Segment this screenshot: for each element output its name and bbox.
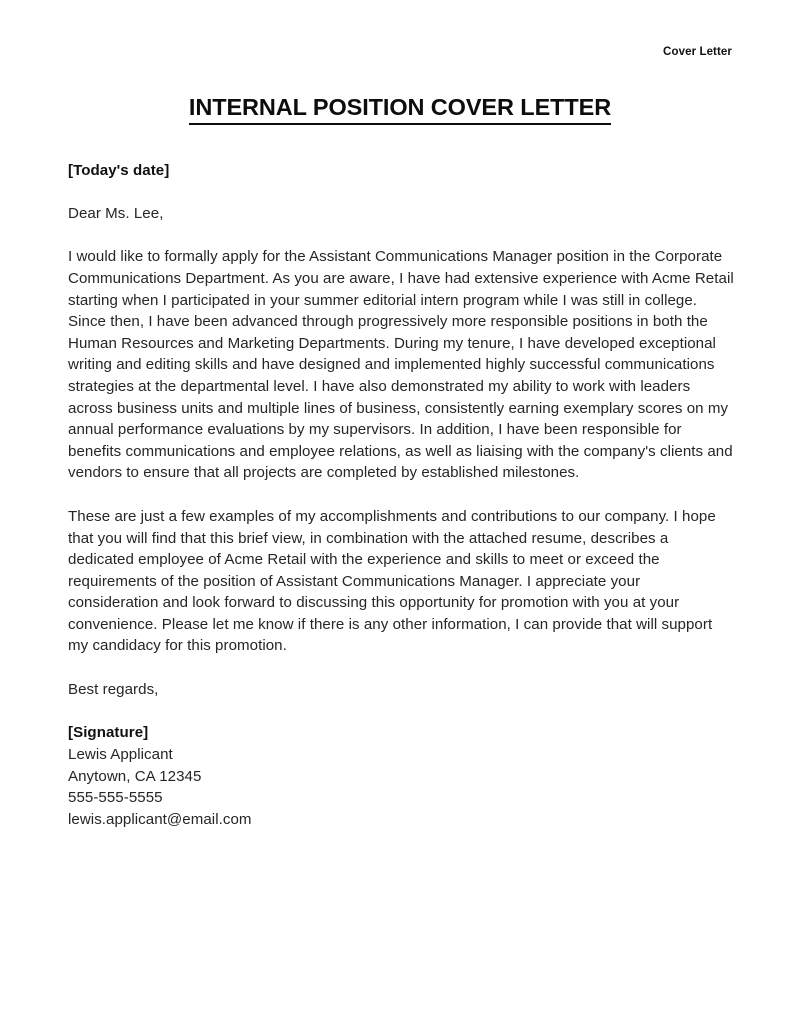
signature-block: [68, 722, 734, 831]
sender-phone: 555-555-5555: [68, 789, 163, 807]
sender-email: lewis.applicant@email.com: [68, 811, 252, 829]
body-paragraph-2: These are just a few examples of my accomplishments and contributions to our company. I hope that you will find that this brief view, in combination with the attached resume, describes a dedicated employee of Acme Retail with the experience and skills to meet or exceed the requirements of the position of Assistant Communications Manager. I appreciate your consideration and look forward to discussing this opportunity for promotion with you at your convenience. Please let me know if there is any other information, I can provide that will support my candidacy for this promotion.: [68, 507, 716, 655]
closing-salutation: Best regards,: [68, 681, 159, 699]
signature-placeholder: [Signature]: [68, 724, 149, 742]
salutation: Dear Ms. Lee,: [68, 205, 164, 223]
spacer: [68, 484, 734, 506]
spacer: [68, 701, 734, 723]
document-title-text: INTERNAL POSITION COVER LETTER: [189, 93, 611, 125]
sender-city-state-zip: Anytown, CA 12345: [68, 767, 202, 785]
document-title: [0, 93, 800, 125]
body-paragraph-1: I would like to formally apply for the Assistant Communications Manager position in the Corporate Communications Department. As you are aware, I have had extensive experience with Acme Retail starting when I participated in your summer editorial intern program while I was still in college. Since then, I have been advanced through progressively more responsible positions in both the Human Resources and Marketing Departments. During my tenure, I have developed exceptional writing and editing skills and have designed and implemented highly successful communications strategies at the departmental level. I have also demonstrated my ability to work with leaders across business units and multiple lines of business, consistently earning exemplary scores on my annual performance evaluations by my supervisors. In addition, I have been responsible for benefits communications and employee relations, as well as liaising with the company's clients and vendors to ensure that all projects are completed by established milestones.: [68, 248, 734, 482]
sender-name: Lewis Applicant: [68, 745, 173, 763]
letter-body: [68, 160, 734, 831]
spacer: [68, 182, 734, 204]
spacer: [68, 657, 734, 679]
date-placeholder: [Today's date]: [68, 162, 170, 179]
spacer: [68, 225, 734, 247]
document-header-label: Cover Letter: [663, 46, 732, 58]
